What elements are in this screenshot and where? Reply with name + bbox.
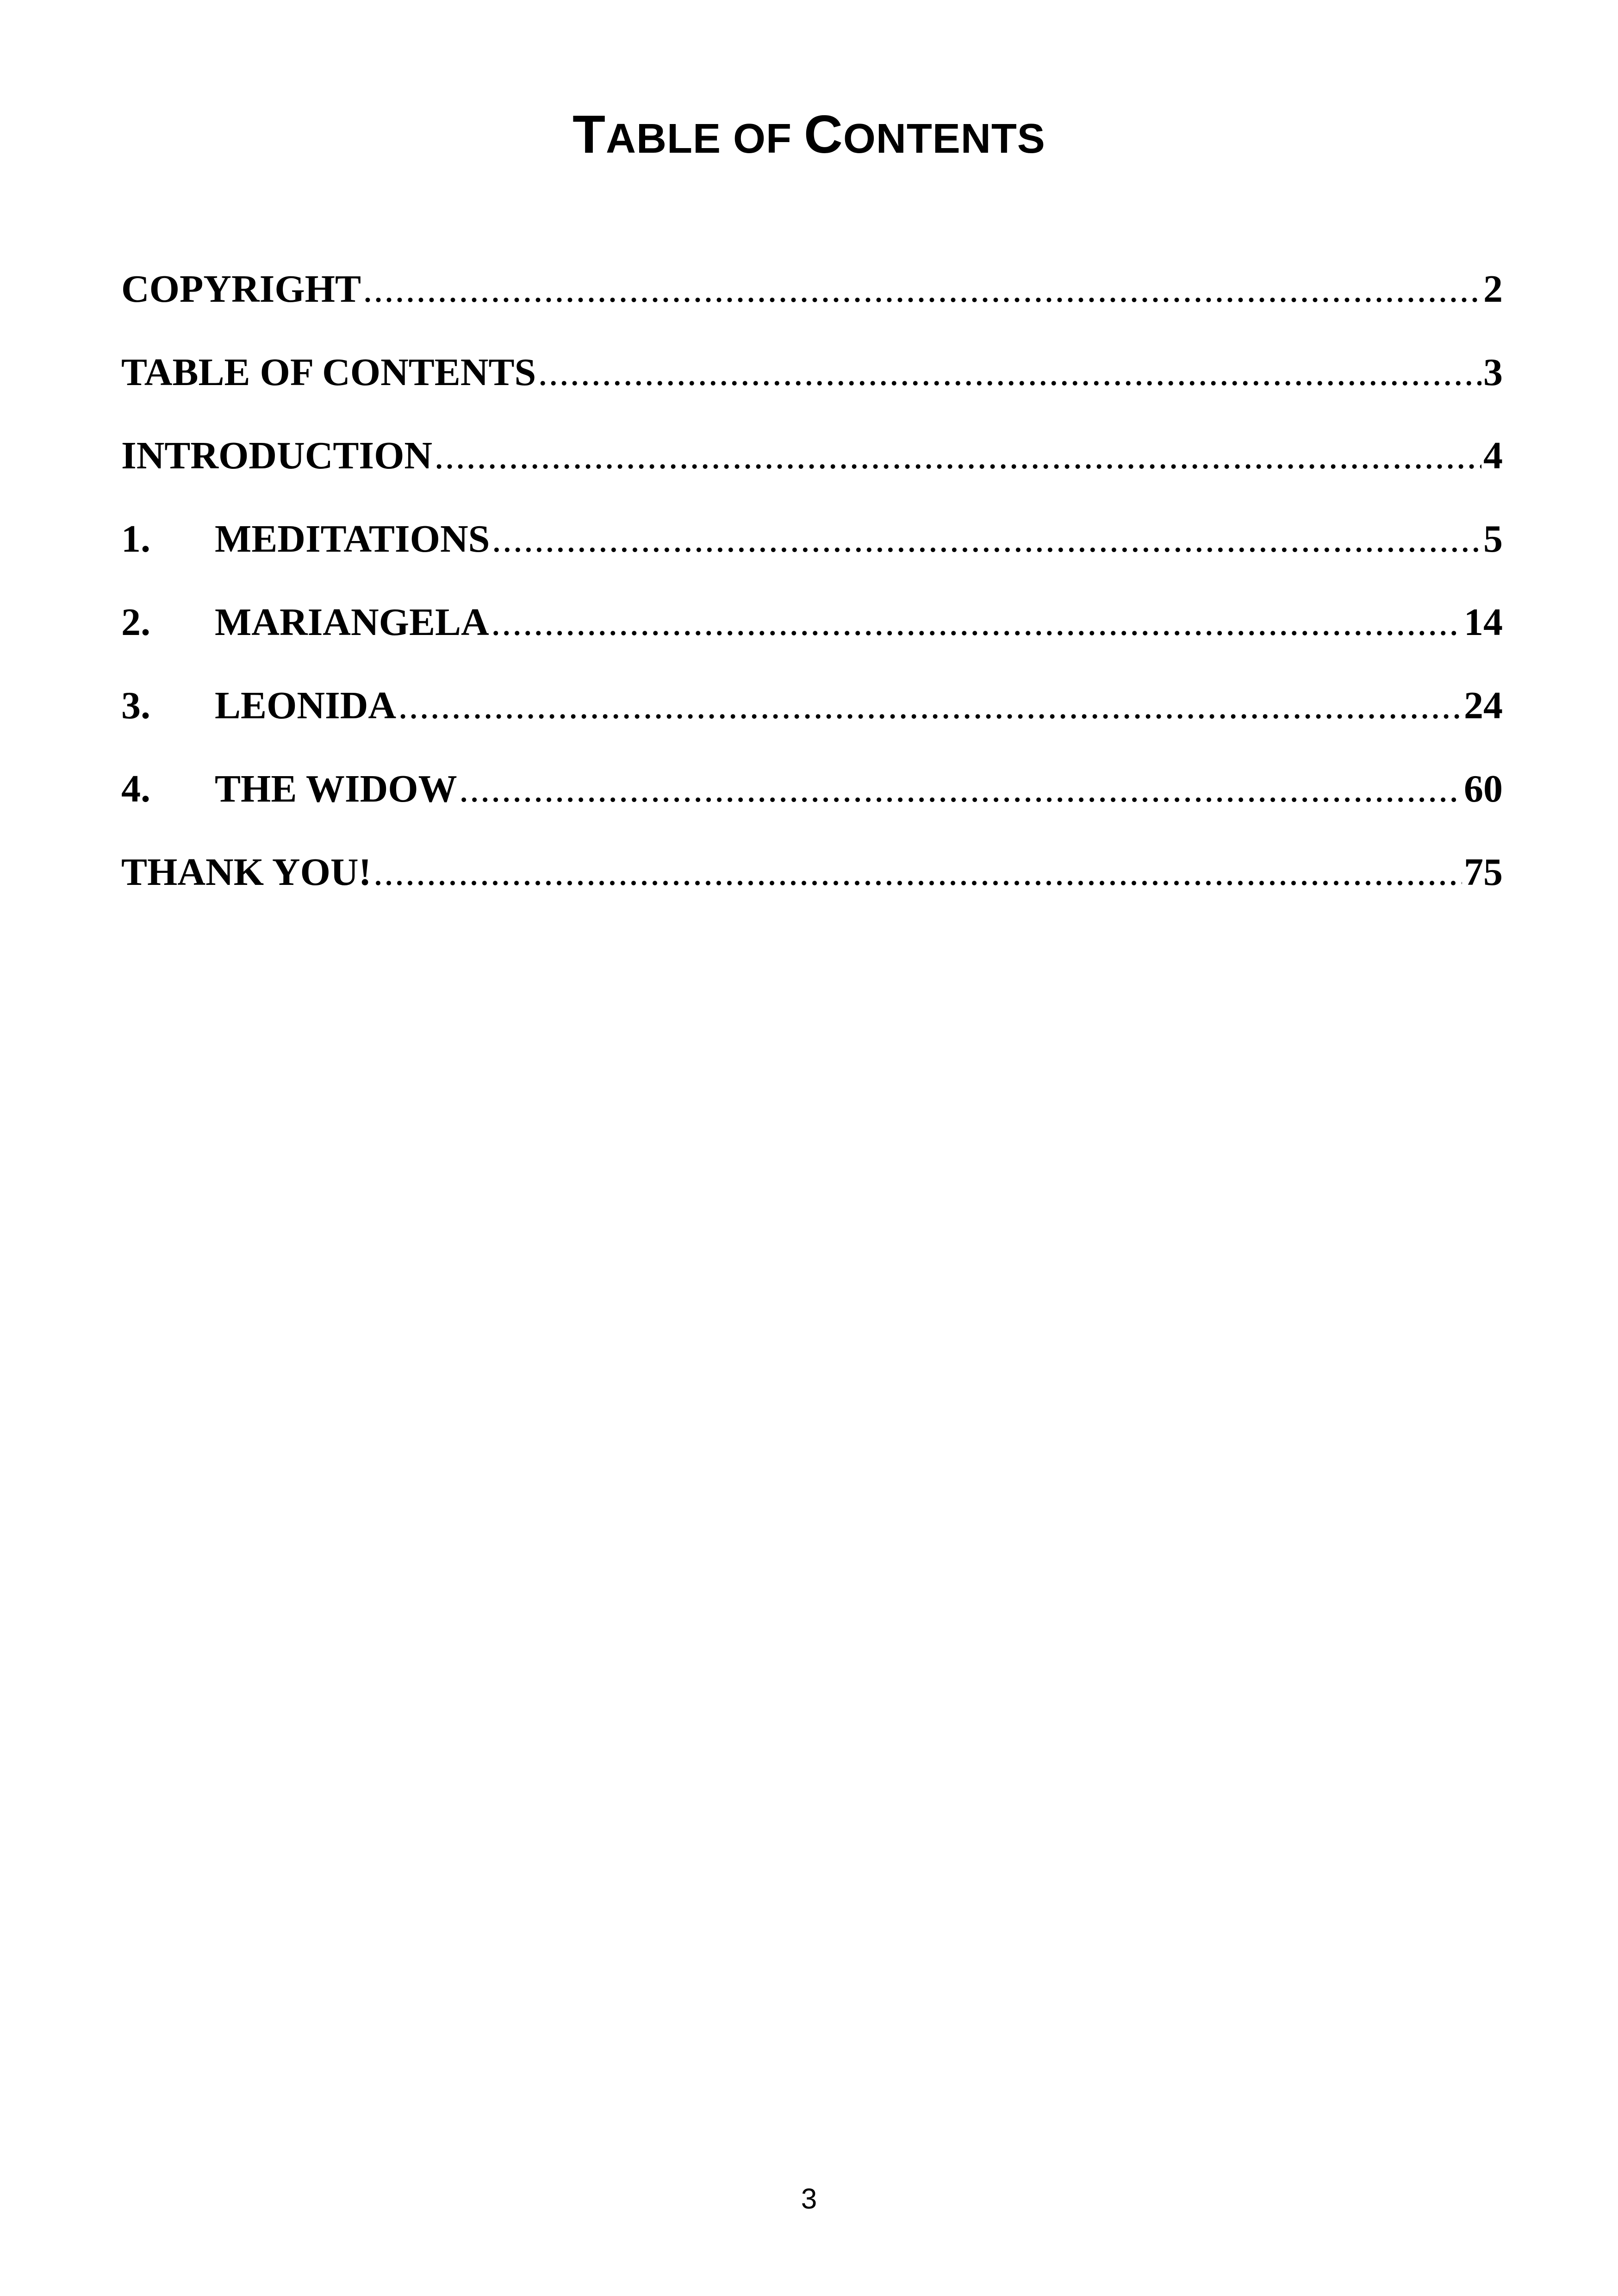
toc-entry-number: 4.	[121, 767, 150, 810]
toc-entry-table-of-contents[interactable]	[121, 340, 1503, 423]
toc-leader-dots	[459, 757, 1462, 821]
toc-leader-dots	[492, 507, 1481, 572]
toc-entry-page: 2	[1483, 268, 1503, 311]
table-of-contents	[121, 257, 1503, 923]
page-title	[0, 100, 1618, 174]
toc-entry-title: TABLE OF CONTENTS	[121, 351, 536, 394]
toc-entry-title: MARIANGELA	[215, 601, 489, 644]
toc-entry-page: 14	[1464, 601, 1503, 644]
toc-entry-copyright[interactable]	[121, 257, 1503, 340]
toc-entry-title: LEONIDA	[215, 684, 397, 727]
toc-entry-number: 2.	[121, 601, 150, 644]
toc-entry-title: MEDITATIONS	[215, 517, 490, 560]
toc-entry-leonida[interactable]	[121, 673, 1503, 757]
toc-entry-page: 24	[1464, 684, 1503, 727]
page-number: 3	[801, 2183, 817, 2215]
title-initial-1: T	[573, 104, 606, 164]
toc-entry-thank-you[interactable]	[121, 840, 1503, 923]
toc-leader-dots	[434, 423, 1481, 488]
toc-entry-page: 4	[1483, 434, 1503, 477]
toc-entry-number: 1.	[121, 517, 150, 560]
toc-entry-page: 5	[1483, 517, 1503, 560]
toc-entry-mariangela[interactable]	[121, 590, 1503, 673]
toc-entry-title: INTRODUCTION	[121, 434, 433, 477]
title-rest-2: ONTENTS	[843, 116, 1045, 162]
toc-entry-introduction[interactable]	[121, 423, 1503, 507]
toc-leader-dots	[398, 673, 1462, 738]
toc-entry-page: 60	[1464, 767, 1503, 810]
toc-entry-the-widow[interactable]	[121, 757, 1503, 840]
toc-entry-title: COPYRIGHT	[121, 268, 361, 311]
title-initial-2: C	[804, 104, 843, 164]
toc-leader-dots	[373, 840, 1462, 905]
toc-leader-dots	[491, 590, 1462, 655]
toc-entry-page: 75	[1464, 851, 1503, 894]
toc-entry-meditations[interactable]	[121, 507, 1503, 590]
toc-entry-number: 3.	[121, 684, 150, 727]
toc-entry-title: THE WIDOW	[215, 767, 457, 810]
title-rest-1: ABLE OF	[606, 116, 804, 162]
toc-leader-dots	[363, 257, 1481, 322]
toc-entry-page: 3	[1483, 351, 1503, 394]
toc-entry-title: THANK YOU!	[121, 851, 372, 894]
toc-leader-dots	[538, 340, 1481, 405]
